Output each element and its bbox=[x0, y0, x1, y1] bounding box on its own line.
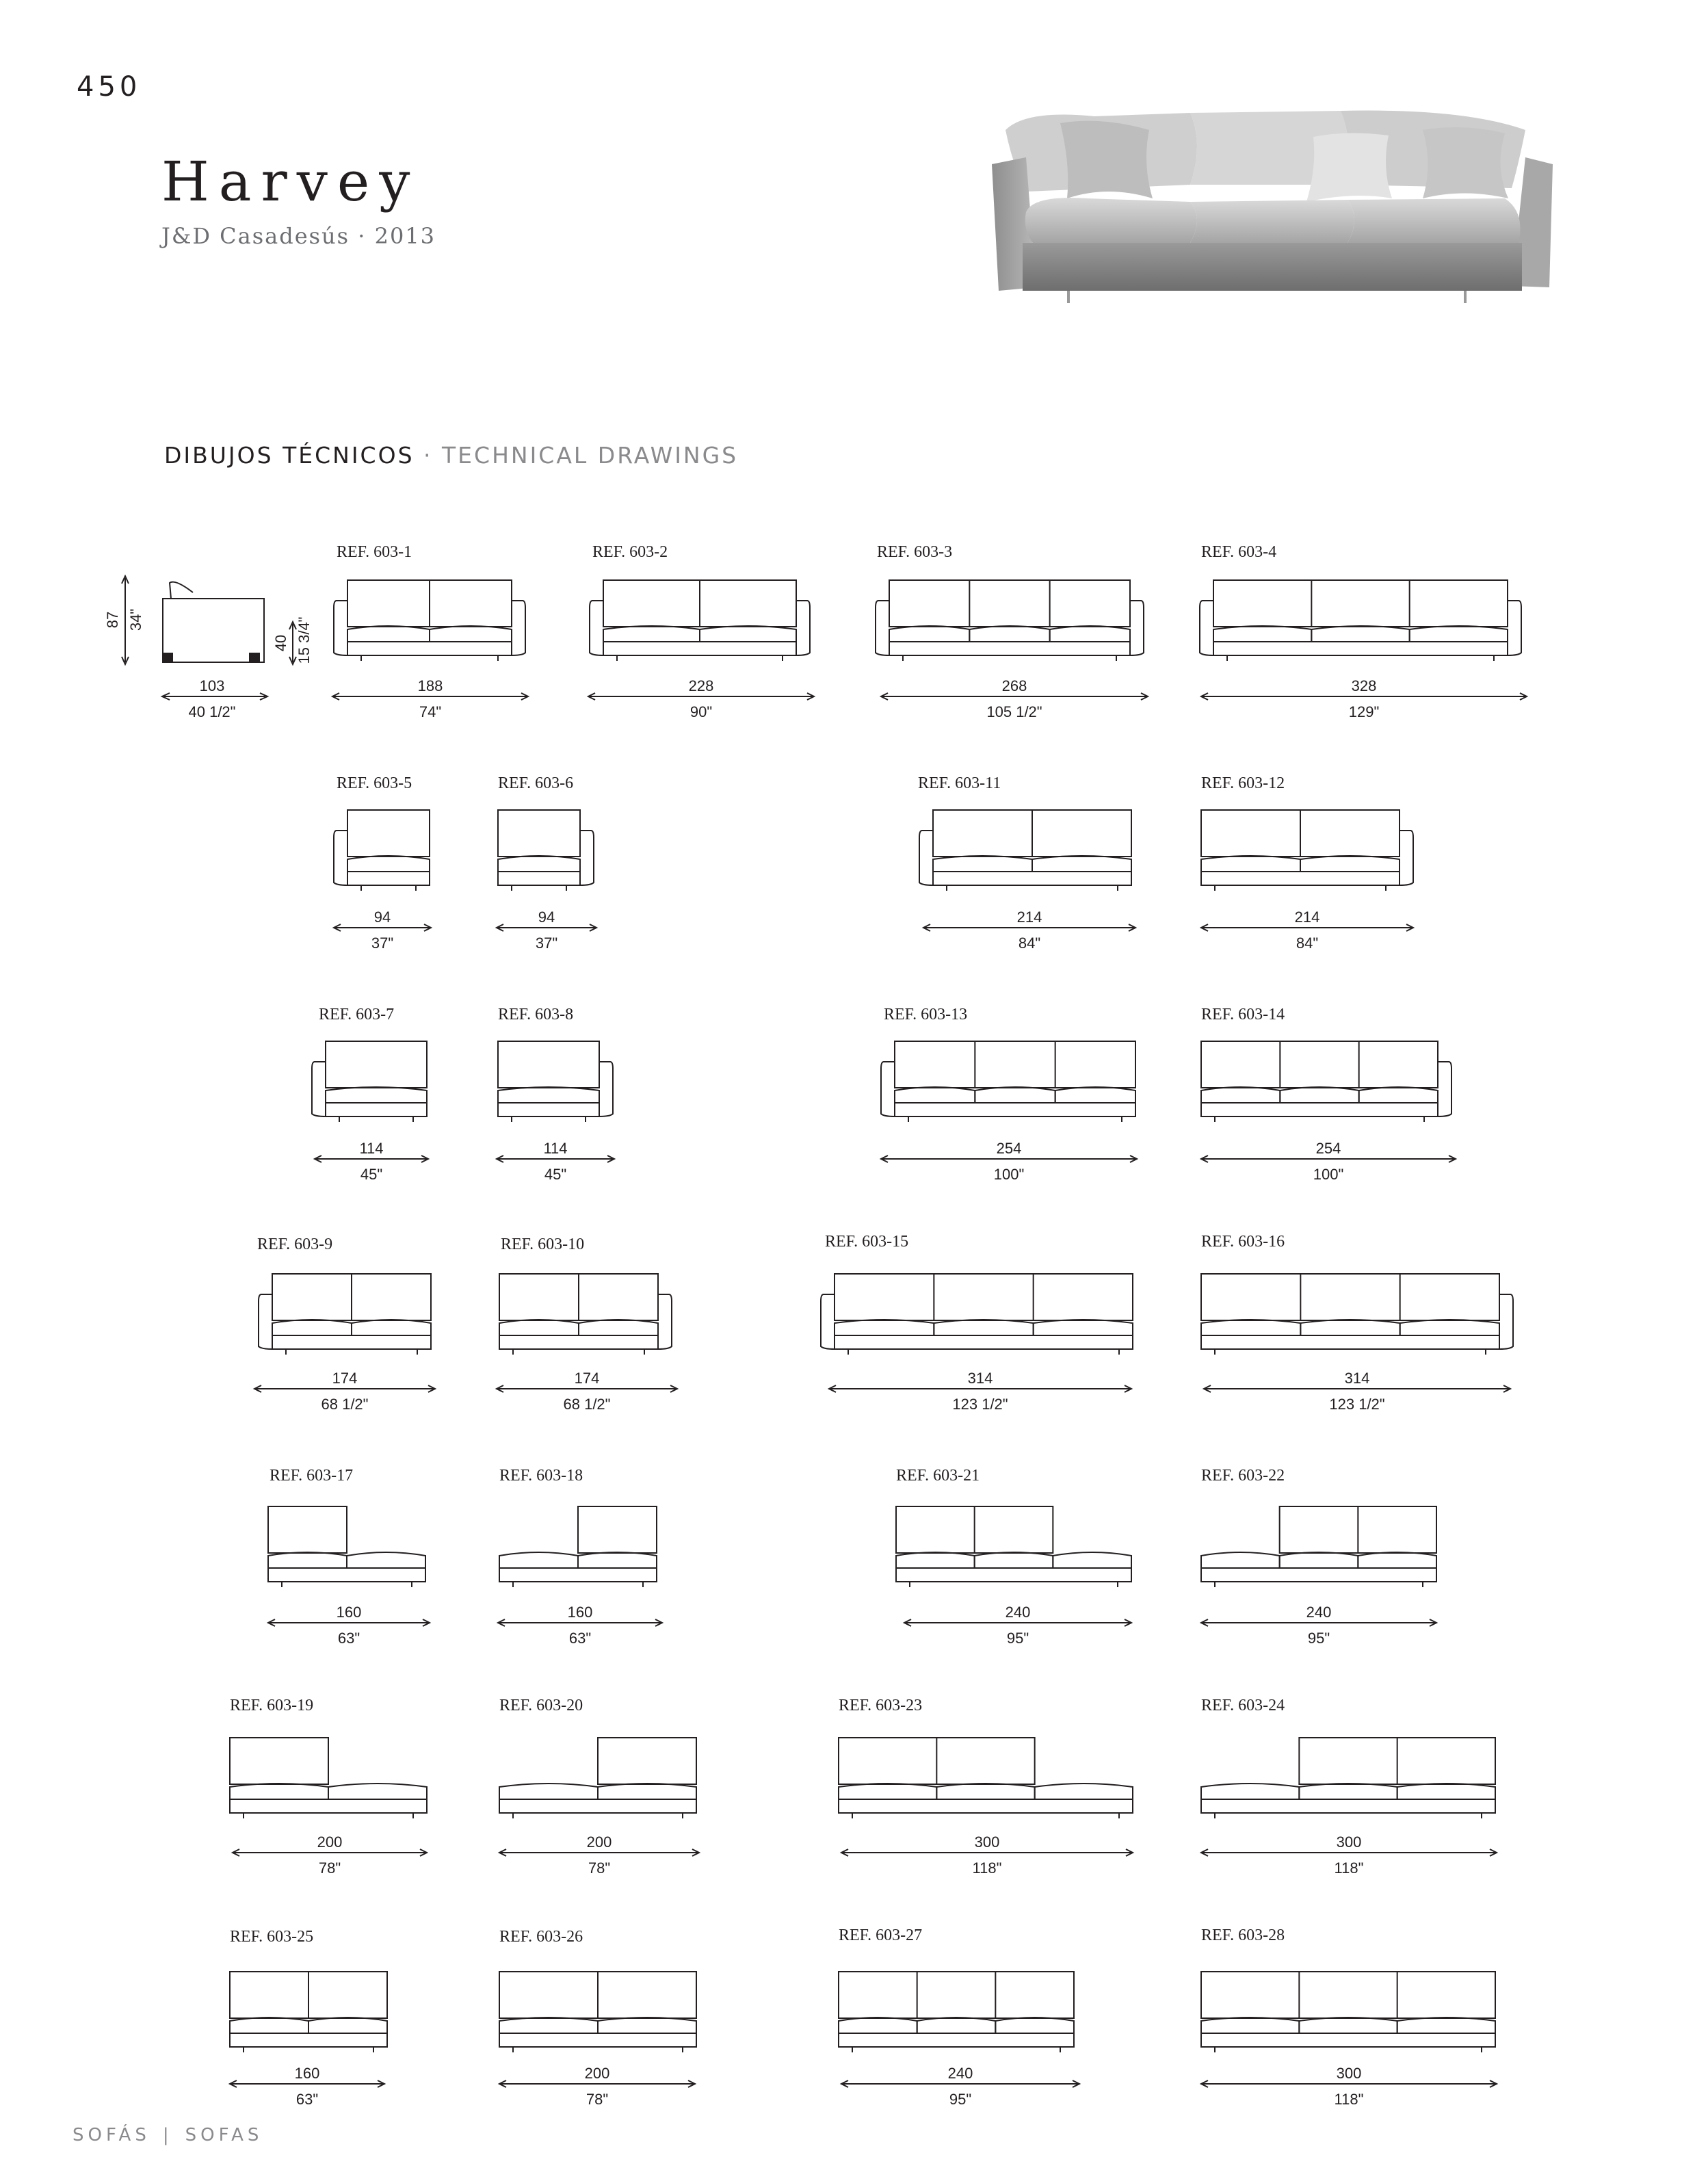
sofa-front-drawing bbox=[259, 1274, 431, 1355]
width-cm: 200 bbox=[586, 1833, 612, 1851]
seat-cushion bbox=[347, 626, 430, 642]
seat-cushion bbox=[598, 1784, 696, 1799]
sofa-backrest bbox=[498, 1041, 599, 1088]
model-ref-label: REF. 603-11 bbox=[918, 774, 1001, 792]
sofa-front-drawing bbox=[896, 1506, 1131, 1587]
width-cm: 300 bbox=[974, 1833, 1000, 1851]
model-ref-label: REF. 603-23 bbox=[839, 1697, 923, 1714]
sofa-base bbox=[839, 2033, 1074, 2047]
sofa-backrest bbox=[835, 1274, 1133, 1320]
sofa-base bbox=[347, 872, 430, 885]
model-ref-label: REF. 603-6 bbox=[498, 774, 574, 792]
sofa-front-drawing bbox=[499, 1274, 672, 1355]
sofa-base bbox=[230, 2033, 387, 2047]
sofa-front-drawing bbox=[1201, 1972, 1495, 2052]
model-603-11 bbox=[918, 774, 1135, 952]
sofa-arm-right bbox=[1130, 601, 1144, 655]
width-cm: 214 bbox=[1294, 909, 1320, 926]
sofa-front-drawing bbox=[839, 1972, 1074, 2052]
width-in: 84" bbox=[1018, 935, 1041, 952]
sofa-backrest bbox=[1201, 1041, 1438, 1088]
sofa-arm-right bbox=[1508, 601, 1521, 655]
seat-cushion bbox=[969, 626, 1049, 642]
sofa-backrest bbox=[347, 810, 430, 857]
sofa-base bbox=[499, 1335, 658, 1349]
width-cm: 174 bbox=[332, 1370, 358, 1387]
width-cm: 160 bbox=[336, 1604, 362, 1621]
sofa-base bbox=[272, 1335, 431, 1349]
sofa-backrest bbox=[578, 1506, 657, 1553]
model-603-2 bbox=[588, 543, 814, 720]
sofa-front-drawing bbox=[1201, 1738, 1495, 1818]
seat-cushion bbox=[936, 1784, 1034, 1799]
seat-cushion bbox=[1201, 1087, 1280, 1103]
width-in: 118" bbox=[1334, 2091, 1364, 2108]
width-cm: 114 bbox=[359, 1140, 384, 1157]
model-ref-label: REF. 603-3 bbox=[877, 543, 953, 561]
model-603-17 bbox=[268, 1467, 430, 1647]
seat-cushion bbox=[230, 2017, 308, 2033]
seat-cushion bbox=[1032, 856, 1131, 872]
seat-cushion bbox=[1299, 1784, 1397, 1799]
sofa-arm-left bbox=[334, 601, 347, 655]
width-in: 45" bbox=[544, 1166, 567, 1183]
sofa-arm-right bbox=[796, 601, 810, 655]
width-in: 68 1/2" bbox=[321, 1396, 369, 1413]
side-view-foot bbox=[250, 653, 259, 662]
seat-cushion bbox=[896, 1552, 975, 1568]
width-in: 74" bbox=[419, 703, 442, 720]
model-603-25 bbox=[230, 1928, 387, 2108]
sofa-base bbox=[933, 872, 1131, 885]
sofa-backrest bbox=[268, 1506, 347, 1553]
width-cm: 254 bbox=[996, 1140, 1022, 1157]
width-in: 95" bbox=[1307, 1630, 1330, 1647]
width-in: 100" bbox=[993, 1166, 1025, 1183]
width-in: 118" bbox=[1334, 1859, 1364, 1877]
width-cm: 160 bbox=[294, 2065, 320, 2082]
seat-cushion bbox=[1311, 626, 1409, 642]
model-ref-label: REF. 603-2 bbox=[592, 543, 668, 561]
width-in: 63" bbox=[337, 1630, 360, 1647]
page-number: 450 bbox=[77, 71, 142, 103]
seat-cushion bbox=[272, 1320, 352, 1335]
width-in: 105 1/2" bbox=[986, 703, 1042, 720]
width-in: 37" bbox=[535, 935, 558, 952]
model-ref-label: REF. 603-27 bbox=[839, 1927, 923, 1944]
sofa-arm-right bbox=[1438, 1062, 1451, 1116]
width-in: 78" bbox=[588, 1859, 611, 1877]
sofa-front-drawing bbox=[839, 1738, 1133, 1818]
side-view-depth-cm: 103 bbox=[199, 677, 225, 694]
model-ref-label: REF. 603-22 bbox=[1201, 1467, 1285, 1485]
side-view-back-cushion bbox=[170, 582, 193, 599]
sofa-base bbox=[1201, 872, 1400, 885]
width-cm: 314 bbox=[1344, 1370, 1370, 1387]
seat-cushion bbox=[347, 1552, 425, 1568]
sofa-base bbox=[499, 1568, 657, 1582]
width-in: 90" bbox=[689, 703, 713, 720]
seat-cushion bbox=[498, 856, 580, 872]
sofa-front-drawing bbox=[230, 1738, 427, 1818]
sofa-front-drawing bbox=[919, 810, 1131, 891]
width-cm: 300 bbox=[1336, 1833, 1362, 1851]
width-in: 68 1/2" bbox=[563, 1396, 611, 1413]
seat-cushion bbox=[578, 1552, 657, 1568]
model-ref-label: REF. 603-24 bbox=[1201, 1697, 1285, 1714]
seat-cushion bbox=[1034, 1320, 1133, 1335]
seat-cushion bbox=[499, 1784, 598, 1799]
sofa-arm-left bbox=[881, 1062, 895, 1116]
seat-cushion bbox=[1280, 1087, 1358, 1103]
seat-cushion bbox=[1400, 1320, 1499, 1335]
model-603-27 bbox=[839, 1927, 1079, 2108]
model-603-4 bbox=[1200, 543, 1527, 720]
width-in: 84" bbox=[1296, 935, 1319, 952]
width-in: 95" bbox=[1006, 1630, 1029, 1647]
model-ref-label: REF. 603-20 bbox=[499, 1697, 583, 1714]
seat-cushion bbox=[917, 2017, 996, 2033]
model-ref-label: REF. 603-13 bbox=[884, 1006, 968, 1023]
width-cm: 200 bbox=[584, 2065, 610, 2082]
seat-cushion bbox=[1280, 1552, 1358, 1568]
width-in: 37" bbox=[371, 935, 394, 952]
seat-cushion bbox=[975, 1087, 1055, 1103]
sofa-front-drawing bbox=[1200, 580, 1521, 661]
sofa-front-drawing bbox=[590, 580, 810, 661]
sofa-front-drawing bbox=[334, 810, 430, 891]
seat-cushion bbox=[1201, 856, 1300, 872]
sofa-backrest bbox=[326, 1041, 427, 1088]
seat-cushion bbox=[1359, 1087, 1438, 1103]
seat-cushion bbox=[430, 626, 512, 642]
sofa-arm-right bbox=[1400, 831, 1413, 885]
product-title: Harvey bbox=[161, 150, 420, 213]
sofa-arm-left bbox=[821, 1294, 835, 1349]
sofa-front-drawing bbox=[1201, 1274, 1513, 1355]
seat-cushion bbox=[895, 1087, 975, 1103]
sofa-base bbox=[1201, 1335, 1499, 1349]
sofa-front-drawing bbox=[1201, 1041, 1451, 1122]
seat-cushion bbox=[889, 626, 969, 642]
seat-cushion bbox=[598, 2017, 696, 2033]
section-title-en: TECHNICAL DRAWINGS bbox=[442, 442, 739, 469]
seat-cushion bbox=[1035, 1784, 1133, 1799]
width-in: 78" bbox=[318, 1859, 341, 1877]
model-603-8 bbox=[497, 1006, 614, 1183]
sofa-base bbox=[230, 1799, 427, 1813]
sofa-arm-right bbox=[599, 1062, 613, 1116]
sofa-base bbox=[1201, 1103, 1438, 1116]
seat-cushion bbox=[352, 1320, 431, 1335]
seat-cushion bbox=[1410, 626, 1508, 642]
sofa-backrest bbox=[895, 1041, 1135, 1088]
model-603-21 bbox=[896, 1467, 1131, 1647]
width-cm: 328 bbox=[1351, 677, 1377, 694]
width-cm: 174 bbox=[574, 1370, 600, 1387]
width-in: 123 1/2" bbox=[952, 1396, 1008, 1413]
sofa-backrest bbox=[1213, 580, 1508, 627]
sofa-arm-left bbox=[334, 831, 347, 885]
seat-cushion bbox=[1397, 2017, 1495, 2033]
sofa-base bbox=[1201, 1799, 1495, 1813]
sofa-arm-left bbox=[312, 1062, 326, 1116]
sofa-base bbox=[268, 1568, 425, 1582]
seat-cushion bbox=[1299, 2017, 1397, 2033]
sofa-arm-right bbox=[512, 601, 525, 655]
sofa-front-drawing bbox=[499, 1738, 696, 1818]
seat-cushion bbox=[499, 2017, 598, 2033]
model-ref-label: REF. 603-25 bbox=[230, 1928, 314, 1946]
seat-cushion bbox=[498, 1087, 599, 1103]
width-cm: 160 bbox=[567, 1604, 593, 1621]
sofa-front-drawing bbox=[499, 1506, 657, 1587]
sofa-base bbox=[603, 642, 796, 655]
model-ref-label: REF. 603-14 bbox=[1201, 1006, 1285, 1023]
model-603-13 bbox=[881, 1006, 1137, 1183]
side-view-foot bbox=[164, 653, 172, 662]
sofa-base bbox=[1213, 642, 1508, 655]
model-603-18 bbox=[498, 1467, 662, 1647]
model-ref-label: REF. 603-28 bbox=[1201, 1927, 1285, 1944]
sofa-front-drawing bbox=[821, 1274, 1133, 1355]
model-ref-label: REF. 603-26 bbox=[499, 1928, 583, 1946]
model-603-20 bbox=[499, 1697, 699, 1877]
width-cm: 268 bbox=[1001, 677, 1027, 694]
model-ref-label: REF. 603-18 bbox=[499, 1467, 583, 1485]
seat-cushion bbox=[1201, 1320, 1300, 1335]
side-view-height-cm: 87 bbox=[104, 611, 121, 629]
model-ref-label: REF. 603-21 bbox=[896, 1467, 980, 1485]
footer-es: SOFÁS bbox=[73, 2125, 150, 2145]
width-cm: 200 bbox=[317, 1833, 343, 1851]
sofa-base bbox=[1201, 2033, 1495, 2047]
model-603-24 bbox=[1201, 1697, 1497, 1877]
seat-cushion bbox=[1397, 1784, 1495, 1799]
model-ref-label: REF. 603-19 bbox=[230, 1697, 314, 1714]
model-ref-label: REF. 603-17 bbox=[270, 1467, 354, 1485]
width-cm: 94 bbox=[373, 909, 391, 926]
seat-cushion bbox=[1300, 856, 1400, 872]
model-ref-label: REF. 603-9 bbox=[257, 1236, 333, 1253]
model-ref-label: REF. 603-5 bbox=[337, 774, 412, 792]
width-in: 63" bbox=[568, 1630, 592, 1647]
sofa-backrest bbox=[1201, 1972, 1495, 2018]
model-603-7 bbox=[312, 1006, 428, 1183]
seat-cushion bbox=[995, 2017, 1074, 2033]
width-cm: 240 bbox=[1306, 1604, 1332, 1621]
seat-cushion bbox=[1300, 1320, 1400, 1335]
sofa-backrest bbox=[889, 580, 1130, 627]
sofa-base bbox=[896, 1568, 1131, 1582]
model-ref-label: REF. 603-1 bbox=[337, 543, 412, 561]
footer-en: SOFAS bbox=[185, 2125, 263, 2145]
seat-cushion bbox=[1358, 1552, 1436, 1568]
model-ref-label: REF. 603-10 bbox=[501, 1236, 585, 1253]
width-cm: 240 bbox=[947, 2065, 973, 2082]
sofa-arm-left bbox=[876, 601, 889, 655]
designer-year: J&D Casadesús · 2013 bbox=[161, 223, 436, 249]
sofa-base bbox=[499, 1799, 696, 1813]
sofa-arm-left bbox=[1200, 601, 1213, 655]
seat-cushion bbox=[268, 1552, 347, 1568]
sofa-arm-right bbox=[1499, 1294, 1513, 1349]
seat-cushion bbox=[1213, 626, 1311, 642]
side-view-seat-cm: 40 bbox=[272, 634, 289, 652]
width-in: 118" bbox=[972, 1859, 1002, 1877]
sofa-arm-left bbox=[590, 601, 603, 655]
model-603-28 bbox=[1201, 1927, 1497, 2108]
width-in: 63" bbox=[295, 2091, 319, 2108]
side-view-body bbox=[163, 599, 264, 662]
section-title-es: DIBUJOS TÉCNICOS bbox=[164, 442, 415, 469]
model-603-5 bbox=[334, 774, 431, 952]
sofa-base bbox=[347, 642, 512, 655]
width-in: 129" bbox=[1348, 703, 1380, 720]
sofa-front-drawing bbox=[498, 1041, 613, 1122]
model-603-15 bbox=[821, 1233, 1133, 1413]
seat-cushion bbox=[700, 626, 796, 642]
sofa-front-drawing bbox=[268, 1506, 425, 1587]
model-drawings bbox=[230, 543, 1527, 2108]
sofa-front-drawing bbox=[312, 1041, 427, 1122]
sofa-backrest bbox=[598, 1738, 696, 1784]
width-in: 45" bbox=[360, 1166, 383, 1183]
model-603-9 bbox=[254, 1236, 435, 1413]
seat-cushion bbox=[839, 1784, 936, 1799]
seat-cushion bbox=[1201, 1784, 1299, 1799]
model-603-23 bbox=[839, 1697, 1133, 1877]
sofa-front-drawing bbox=[230, 1972, 387, 2052]
seat-cushion bbox=[499, 1320, 579, 1335]
model-ref-label: REF. 603-12 bbox=[1201, 774, 1285, 792]
width-in: 95" bbox=[949, 2091, 972, 2108]
sofa-base bbox=[326, 1103, 427, 1116]
sofa-base bbox=[499, 2033, 696, 2047]
model-ref-label: REF. 603-4 bbox=[1201, 543, 1277, 561]
sofa-base bbox=[1201, 1568, 1436, 1582]
width-cm: 94 bbox=[538, 909, 555, 926]
model-603-12 bbox=[1201, 774, 1413, 952]
sofa-backrest bbox=[498, 810, 580, 857]
side-view-seat-in: 15 3/4" bbox=[295, 616, 313, 664]
sofa-front-drawing bbox=[876, 580, 1144, 661]
sofa-backrest bbox=[839, 1972, 1074, 2018]
seat-cushion bbox=[839, 2017, 917, 2033]
sofa-front-drawing bbox=[499, 1972, 696, 2052]
model-603-19 bbox=[230, 1697, 427, 1877]
footer-separator: | bbox=[162, 2125, 173, 2145]
seat-cushion bbox=[1201, 2017, 1299, 2033]
model-603-14 bbox=[1201, 1006, 1456, 1183]
side-view-height-in: 34" bbox=[127, 608, 144, 631]
seat-cushion bbox=[975, 1552, 1053, 1568]
footer bbox=[73, 2125, 263, 2145]
model-ref-label: REF. 603-8 bbox=[498, 1006, 574, 1023]
section-separator: · bbox=[423, 442, 433, 469]
side-view-depth-in: 40 1/2" bbox=[188, 703, 236, 720]
width-in: 123 1/2" bbox=[1329, 1396, 1385, 1413]
width-cm: 228 bbox=[688, 677, 714, 694]
seat-cushion bbox=[933, 856, 1032, 872]
model-ref-label: REF. 603-15 bbox=[825, 1233, 909, 1251]
model-603-1 bbox=[332, 543, 528, 720]
sofa-base bbox=[889, 642, 1130, 655]
sofa-front-drawing bbox=[334, 580, 525, 661]
seat-cushion bbox=[1053, 1552, 1131, 1568]
sofa-front-drawing bbox=[1201, 810, 1413, 891]
width-in: 78" bbox=[586, 2091, 609, 2108]
width-in: 100" bbox=[1313, 1166, 1344, 1183]
width-cm: 240 bbox=[1005, 1604, 1031, 1621]
sofa-front-drawing bbox=[498, 810, 594, 891]
width-cm: 214 bbox=[1016, 909, 1042, 926]
seat-cushion bbox=[308, 2017, 387, 2033]
width-cm: 314 bbox=[967, 1370, 993, 1387]
seat-cushion bbox=[1055, 1087, 1135, 1103]
seat-cushion bbox=[1201, 1552, 1280, 1568]
width-cm: 114 bbox=[543, 1140, 568, 1157]
sofa-arm-left bbox=[919, 831, 933, 885]
sofa-arm-right bbox=[658, 1294, 672, 1349]
seat-cushion bbox=[603, 626, 700, 642]
model-603-22 bbox=[1201, 1467, 1436, 1647]
seat-cushion bbox=[347, 856, 430, 872]
sofa-base bbox=[895, 1103, 1135, 1116]
sofa-front-drawing bbox=[1201, 1506, 1436, 1587]
model-603-26 bbox=[499, 1928, 696, 2108]
seat-cushion bbox=[579, 1320, 658, 1335]
sofa-base bbox=[835, 1335, 1133, 1349]
sofa-backrest bbox=[1201, 1274, 1499, 1320]
sofa-base bbox=[839, 1799, 1133, 1813]
sofa-backrest bbox=[230, 1738, 328, 1784]
model-ref-label: REF. 603-16 bbox=[1201, 1233, 1285, 1251]
sofa-front-drawing bbox=[881, 1041, 1135, 1122]
seat-cushion bbox=[326, 1087, 427, 1103]
width-cm: 254 bbox=[1315, 1140, 1341, 1157]
sofa-arm-left bbox=[259, 1294, 272, 1349]
seat-cushion bbox=[835, 1320, 934, 1335]
model-603-10 bbox=[497, 1236, 677, 1413]
sofa-arm-right bbox=[580, 831, 594, 885]
sofa-base bbox=[498, 872, 580, 885]
seat-cushion bbox=[328, 1784, 427, 1799]
seat-cushion bbox=[934, 1320, 1033, 1335]
width-cm: 300 bbox=[1336, 2065, 1362, 2082]
model-603-3 bbox=[876, 543, 1148, 720]
model-ref-label: REF. 603-7 bbox=[319, 1006, 395, 1023]
model-603-16 bbox=[1201, 1233, 1513, 1413]
sofa-base bbox=[498, 1103, 599, 1116]
model-603-6 bbox=[497, 774, 596, 952]
seat-cushion bbox=[1050, 626, 1130, 642]
seat-cushion bbox=[499, 1552, 578, 1568]
seat-cushion bbox=[230, 1784, 328, 1799]
width-cm: 188 bbox=[417, 677, 443, 694]
